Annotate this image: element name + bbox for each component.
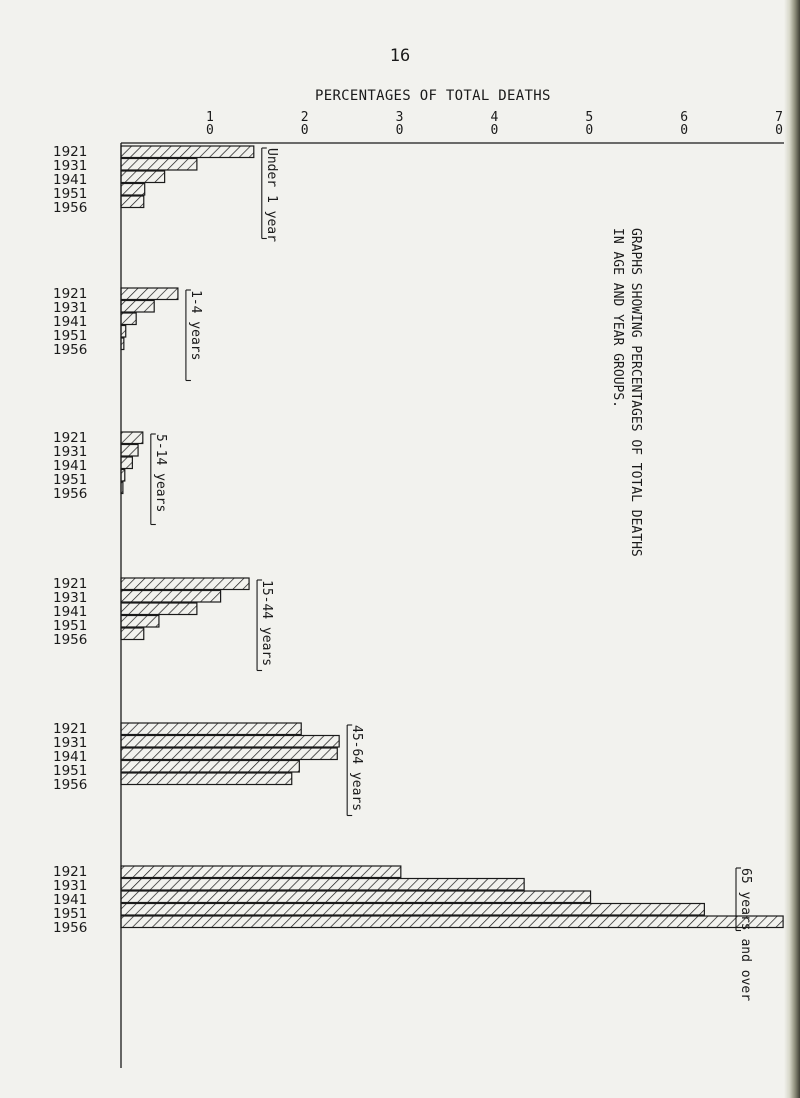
year-label: 1956 [53, 200, 88, 216]
bar [121, 470, 125, 482]
bar [121, 736, 339, 748]
age-group-1 [53, 286, 203, 381]
bar [121, 916, 783, 928]
bar [121, 628, 144, 640]
year-label: 1951 [53, 328, 88, 344]
year-label: 1951 [53, 763, 88, 779]
group-label: Under 1 year [263, 148, 279, 242]
bar [121, 171, 165, 183]
age-group-5 [53, 864, 783, 1001]
bar [121, 445, 138, 457]
age-group-2 [53, 430, 168, 525]
year-label: 1951 [53, 186, 88, 202]
group-label: 5-14 years [152, 434, 168, 513]
x-tick-label [396, 110, 404, 138]
year-label: 1921 [53, 576, 88, 592]
year-label: 1956 [53, 342, 88, 358]
bar [121, 326, 126, 338]
side-title [584, 228, 644, 648]
svg-text:0: 0 [585, 123, 594, 138]
year-label: 1941 [53, 458, 88, 474]
bar [121, 482, 123, 494]
year-label: 1931 [53, 590, 88, 606]
svg-text:0: 0 [775, 123, 783, 138]
age-group-3 [53, 576, 274, 671]
bar [121, 591, 221, 603]
year-label: 1956 [53, 920, 88, 936]
page-edge-shadow [784, 0, 800, 1098]
svg-text:0: 0 [300, 123, 309, 138]
chart-title: PERCENTAGES OF TOTAL DEATHS [315, 88, 551, 104]
year-label: 1951 [53, 618, 88, 634]
side-title-line-1: GRAPHS SHOWING PERCENTAGES OF TOTAL DEATHS [628, 228, 643, 557]
bar [121, 184, 145, 196]
year-label: 1921 [53, 864, 88, 880]
year-label: 1931 [53, 735, 88, 751]
year-label: 1921 [53, 144, 88, 160]
year-label: 1951 [53, 906, 88, 922]
bar [121, 891, 591, 903]
year-label: 1931 [53, 878, 88, 894]
year-label: 1921 [53, 430, 88, 446]
svg-text:1: 1 [205, 110, 214, 125]
year-label: 1951 [53, 472, 88, 488]
year-label: 1956 [53, 777, 88, 793]
year-label: 1921 [53, 286, 88, 302]
svg-text:7: 7 [775, 110, 783, 125]
bar [121, 159, 197, 171]
year-label: 1941 [53, 892, 88, 908]
bar [121, 196, 144, 208]
bar [121, 761, 299, 773]
page-number: 16 [389, 46, 411, 66]
x-tick-label [206, 110, 214, 138]
side-title-line-2: IN AGE AND YEAR GROUPS. [610, 228, 625, 409]
bar [121, 432, 143, 444]
bar [121, 773, 292, 785]
svg-text:3: 3 [395, 110, 404, 125]
x-tick-label [301, 110, 309, 138]
year-label: 1921 [53, 721, 88, 737]
bar [121, 146, 254, 158]
bar [121, 879, 524, 891]
year-label: 1941 [53, 172, 88, 188]
x-tick-label [680, 110, 688, 138]
group-label: 45-64 years [349, 725, 365, 812]
bar [121, 603, 197, 615]
x-tick-label [491, 110, 499, 138]
bar-groups [53, 144, 783, 1001]
bar [121, 616, 159, 628]
year-label: 1956 [53, 632, 88, 648]
year-label: 1931 [53, 300, 88, 316]
bar [121, 578, 249, 590]
bar [121, 904, 704, 916]
year-label: 1931 [53, 444, 88, 460]
year-label: 1941 [53, 604, 88, 620]
year-label: 1931 [53, 158, 88, 174]
x-tick-label [775, 110, 783, 138]
svg-text:0: 0 [680, 123, 689, 138]
svg-text:5: 5 [585, 110, 594, 125]
axes [121, 143, 785, 1068]
group-label: 65 years and over [738, 868, 753, 1002]
x-axis-ticks [206, 110, 783, 138]
bar [121, 313, 136, 325]
svg-text:0: 0 [490, 123, 499, 138]
year-label: 1941 [53, 749, 88, 765]
svg-text:0: 0 [205, 123, 214, 138]
bar [121, 723, 301, 735]
year-label: 1956 [53, 486, 88, 502]
svg-text:2: 2 [300, 110, 309, 125]
age-group-4 [53, 721, 364, 816]
age-group-0 [53, 144, 279, 242]
bar [121, 866, 401, 878]
x-tick-label [585, 110, 593, 138]
group-label: 15-44 years [259, 580, 275, 667]
svg-text:6: 6 [680, 110, 689, 125]
svg-text:4: 4 [490, 110, 499, 125]
group-label: 1-4 years [187, 290, 203, 361]
bar [121, 457, 132, 469]
bar [121, 288, 178, 300]
year-label: 1941 [53, 314, 88, 330]
bar [121, 301, 154, 313]
bar [121, 338, 124, 350]
bar [121, 748, 337, 760]
svg-text:0: 0 [395, 123, 404, 138]
